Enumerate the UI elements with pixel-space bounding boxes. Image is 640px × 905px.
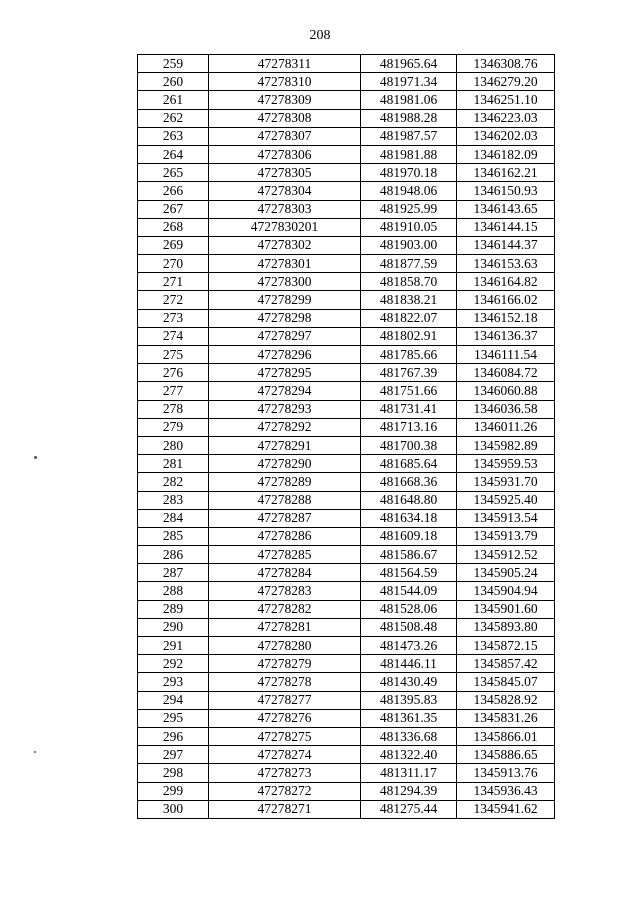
y-coordinate-cell: 1346084.72 <box>457 364 555 382</box>
point-number-cell: 263 <box>138 127 209 145</box>
point-number-cell: 275 <box>138 346 209 364</box>
x-coordinate-cell: 481322.40 <box>361 746 457 764</box>
x-coordinate-cell: 481446.11 <box>361 655 457 673</box>
point-code-cell: 47278298 <box>209 309 361 327</box>
point-code-cell: 47278281 <box>209 618 361 636</box>
point-number-cell: 287 <box>138 564 209 582</box>
point-number-cell: 293 <box>138 673 209 691</box>
y-coordinate-cell: 1346111.54 <box>457 346 555 364</box>
x-coordinate-cell: 481751.66 <box>361 382 457 400</box>
point-code-cell: 47278290 <box>209 455 361 473</box>
y-coordinate-cell: 1346150.93 <box>457 182 555 200</box>
y-coordinate-cell: 1346182.09 <box>457 145 555 163</box>
table-row <box>138 691 555 709</box>
point-number-cell: 259 <box>138 55 209 73</box>
x-coordinate-cell: 481609.18 <box>361 527 457 545</box>
point-number-cell: 297 <box>138 746 209 764</box>
x-coordinate-cell: 481858.70 <box>361 273 457 291</box>
y-coordinate-cell: 1345828.92 <box>457 691 555 709</box>
table-row <box>138 218 555 236</box>
coordinates-table <box>137 54 555 819</box>
point-number-cell: 276 <box>138 364 209 382</box>
point-code-cell: 47278304 <box>209 182 361 200</box>
point-code-cell: 47278271 <box>209 800 361 818</box>
x-coordinate-cell: 481785.66 <box>361 346 457 364</box>
table-row <box>138 509 555 527</box>
point-number-cell: 267 <box>138 200 209 218</box>
point-number-cell: 268 <box>138 218 209 236</box>
point-code-cell: 47278273 <box>209 764 361 782</box>
x-coordinate-cell: 481668.36 <box>361 473 457 491</box>
x-coordinate-cell: 481336.68 <box>361 727 457 745</box>
point-number-cell: 262 <box>138 109 209 127</box>
point-code-cell: 47278284 <box>209 564 361 582</box>
y-coordinate-cell: 1345857.42 <box>457 655 555 673</box>
point-number-cell: 272 <box>138 291 209 309</box>
point-code-cell: 47278282 <box>209 600 361 618</box>
table-row <box>138 309 555 327</box>
point-code-cell: 47278295 <box>209 364 361 382</box>
point-code-cell: 47278300 <box>209 273 361 291</box>
point-code-cell: 47278288 <box>209 491 361 509</box>
table-row <box>138 436 555 454</box>
coordinates-table-body <box>138 55 555 819</box>
y-coordinate-cell: 1346166.02 <box>457 291 555 309</box>
x-coordinate-cell: 481948.06 <box>361 182 457 200</box>
x-coordinate-cell: 481361.35 <box>361 709 457 727</box>
y-coordinate-cell: 1345913.76 <box>457 764 555 782</box>
y-coordinate-cell: 1346279.20 <box>457 73 555 91</box>
y-coordinate-cell: 1346136.37 <box>457 327 555 345</box>
point-number-cell: 265 <box>138 164 209 182</box>
table-row <box>138 727 555 745</box>
point-code-cell: 47278278 <box>209 673 361 691</box>
y-coordinate-cell: 1346308.76 <box>457 55 555 73</box>
x-coordinate-cell: 481294.39 <box>361 782 457 800</box>
point-code-cell: 47278302 <box>209 236 361 254</box>
point-code-cell: 47278311 <box>209 55 361 73</box>
table-row <box>138 182 555 200</box>
point-code-cell: 47278294 <box>209 382 361 400</box>
table-row <box>138 127 555 145</box>
point-code-cell: 47278310 <box>209 73 361 91</box>
point-code-cell: 47278307 <box>209 127 361 145</box>
x-coordinate-cell: 481648.80 <box>361 491 457 509</box>
x-coordinate-cell: 481877.59 <box>361 255 457 273</box>
table-row <box>138 364 555 382</box>
x-coordinate-cell: 481275.44 <box>361 800 457 818</box>
table-row <box>138 600 555 618</box>
y-coordinate-cell: 1346152.18 <box>457 309 555 327</box>
x-coordinate-cell: 481311.17 <box>361 764 457 782</box>
y-coordinate-cell: 1345925.40 <box>457 491 555 509</box>
y-coordinate-cell: 1346011.26 <box>457 418 555 436</box>
table-row <box>138 655 555 673</box>
point-code-cell: 47278305 <box>209 164 361 182</box>
point-number-cell: 294 <box>138 691 209 709</box>
table-row <box>138 109 555 127</box>
table-row <box>138 291 555 309</box>
point-number-cell: 295 <box>138 709 209 727</box>
point-code-cell: 47278289 <box>209 473 361 491</box>
y-coordinate-cell: 1345831.26 <box>457 709 555 727</box>
table-row <box>138 491 555 509</box>
point-code-cell: 47278292 <box>209 418 361 436</box>
point-code-cell: 47278309 <box>209 91 361 109</box>
x-coordinate-cell: 481988.28 <box>361 109 457 127</box>
table-row <box>138 527 555 545</box>
table-row <box>138 236 555 254</box>
x-coordinate-cell: 481767.39 <box>361 364 457 382</box>
x-coordinate-cell: 481634.18 <box>361 509 457 527</box>
x-coordinate-cell: 481713.16 <box>361 418 457 436</box>
table-row <box>138 327 555 345</box>
point-code-cell: 47278272 <box>209 782 361 800</box>
x-coordinate-cell: 481822.07 <box>361 309 457 327</box>
x-coordinate-cell: 481981.88 <box>361 145 457 163</box>
point-code-cell: 47278274 <box>209 746 361 764</box>
table-row <box>138 455 555 473</box>
table-row <box>138 73 555 91</box>
y-coordinate-cell: 1346164.82 <box>457 273 555 291</box>
y-coordinate-cell: 1345886.65 <box>457 746 555 764</box>
y-coordinate-cell: 1346202.03 <box>457 127 555 145</box>
table-row <box>138 546 555 564</box>
point-number-cell: 278 <box>138 400 209 418</box>
point-number-cell: 284 <box>138 509 209 527</box>
point-number-cell: 261 <box>138 91 209 109</box>
table-row <box>138 782 555 800</box>
table-row <box>138 746 555 764</box>
x-coordinate-cell: 481731.41 <box>361 400 457 418</box>
x-coordinate-cell: 481685.64 <box>361 455 457 473</box>
x-coordinate-cell: 481903.00 <box>361 236 457 254</box>
point-number-cell: 298 <box>138 764 209 782</box>
table-row <box>138 346 555 364</box>
x-coordinate-cell: 481564.59 <box>361 564 457 582</box>
point-code-cell: 47278280 <box>209 637 361 655</box>
x-coordinate-cell: 481925.99 <box>361 200 457 218</box>
table-row <box>138 145 555 163</box>
table-row <box>138 382 555 400</box>
x-coordinate-cell: 481987.57 <box>361 127 457 145</box>
point-code-cell: 47278276 <box>209 709 361 727</box>
point-code-cell: 47278308 <box>209 109 361 127</box>
y-coordinate-cell: 1345959.53 <box>457 455 555 473</box>
table-row <box>138 164 555 182</box>
scan-speck <box>34 751 36 753</box>
point-number-cell: 273 <box>138 309 209 327</box>
table-row <box>138 582 555 600</box>
point-code-cell: 47278306 <box>209 145 361 163</box>
point-code-cell: 47278279 <box>209 655 361 673</box>
y-coordinate-cell: 1346060.88 <box>457 382 555 400</box>
table-row <box>138 800 555 818</box>
x-coordinate-cell: 481965.64 <box>361 55 457 73</box>
table-row <box>138 764 555 782</box>
point-code-cell: 47278303 <box>209 200 361 218</box>
y-coordinate-cell: 1346143.65 <box>457 200 555 218</box>
table-row <box>138 564 555 582</box>
point-number-cell: 292 <box>138 655 209 673</box>
y-coordinate-cell: 1345905.24 <box>457 564 555 582</box>
table-row <box>138 418 555 436</box>
point-number-cell: 281 <box>138 455 209 473</box>
x-coordinate-cell: 481970.18 <box>361 164 457 182</box>
y-coordinate-cell: 1346162.21 <box>457 164 555 182</box>
table-row <box>138 273 555 291</box>
x-coordinate-cell: 481430.49 <box>361 673 457 691</box>
point-number-cell: 270 <box>138 255 209 273</box>
x-coordinate-cell: 481395.83 <box>361 691 457 709</box>
point-code-cell: 47278283 <box>209 582 361 600</box>
point-number-cell: 282 <box>138 473 209 491</box>
point-number-cell: 285 <box>138 527 209 545</box>
y-coordinate-cell: 1345931.70 <box>457 473 555 491</box>
point-code-cell: 47278285 <box>209 546 361 564</box>
y-coordinate-cell: 1345912.52 <box>457 546 555 564</box>
point-number-cell: 283 <box>138 491 209 509</box>
point-number-cell: 264 <box>138 145 209 163</box>
x-coordinate-cell: 481971.34 <box>361 73 457 91</box>
table-row <box>138 255 555 273</box>
point-code-cell: 47278293 <box>209 400 361 418</box>
point-code-cell: 47278275 <box>209 727 361 745</box>
y-coordinate-cell: 1346036.58 <box>457 400 555 418</box>
y-coordinate-cell: 1345866.01 <box>457 727 555 745</box>
page-number: 208 <box>309 28 331 43</box>
table-row <box>138 637 555 655</box>
y-coordinate-cell: 1345904.94 <box>457 582 555 600</box>
point-code-cell: 47278299 <box>209 291 361 309</box>
x-coordinate-cell: 481910.05 <box>361 218 457 236</box>
point-number-cell: 260 <box>138 73 209 91</box>
y-coordinate-cell: 1346251.10 <box>457 91 555 109</box>
y-coordinate-cell: 1345941.62 <box>457 800 555 818</box>
point-code-cell: 47278286 <box>209 527 361 545</box>
y-coordinate-cell: 1346153.63 <box>457 255 555 273</box>
table-row <box>138 55 555 73</box>
y-coordinate-cell: 1345845.07 <box>457 673 555 691</box>
point-number-cell: 269 <box>138 236 209 254</box>
scan-speck <box>34 456 37 459</box>
point-code-cell: 47278301 <box>209 255 361 273</box>
point-number-cell: 289 <box>138 600 209 618</box>
point-code-cell: 47278297 <box>209 327 361 345</box>
table-row <box>138 200 555 218</box>
point-code-cell: 47278291 <box>209 436 361 454</box>
x-coordinate-cell: 481802.91 <box>361 327 457 345</box>
y-coordinate-cell: 1345872.15 <box>457 637 555 655</box>
y-coordinate-cell: 1345936.43 <box>457 782 555 800</box>
y-coordinate-cell: 1345893.80 <box>457 618 555 636</box>
y-coordinate-cell: 1345913.79 <box>457 527 555 545</box>
y-coordinate-cell: 1345982.89 <box>457 436 555 454</box>
y-coordinate-cell: 1345901.60 <box>457 600 555 618</box>
y-coordinate-cell: 1345913.54 <box>457 509 555 527</box>
point-number-cell: 277 <box>138 382 209 400</box>
table-row <box>138 618 555 636</box>
x-coordinate-cell: 481838.21 <box>361 291 457 309</box>
table-row <box>138 400 555 418</box>
y-coordinate-cell: 1346144.37 <box>457 236 555 254</box>
point-number-cell: 280 <box>138 436 209 454</box>
table-row <box>138 91 555 109</box>
x-coordinate-cell: 481528.06 <box>361 600 457 618</box>
point-number-cell: 300 <box>138 800 209 818</box>
x-coordinate-cell: 481508.48 <box>361 618 457 636</box>
point-number-cell: 274 <box>138 327 209 345</box>
x-coordinate-cell: 481586.67 <box>361 546 457 564</box>
y-coordinate-cell: 1346223.03 <box>457 109 555 127</box>
point-code-cell: 47278296 <box>209 346 361 364</box>
point-number-cell: 296 <box>138 727 209 745</box>
point-number-cell: 266 <box>138 182 209 200</box>
table-row <box>138 673 555 691</box>
point-code-cell: 47278287 <box>209 509 361 527</box>
x-coordinate-cell: 481981.06 <box>361 91 457 109</box>
x-coordinate-cell: 481473.26 <box>361 637 457 655</box>
point-number-cell: 271 <box>138 273 209 291</box>
point-number-cell: 299 <box>138 782 209 800</box>
point-code-cell: 4727830201 <box>209 218 361 236</box>
point-code-cell: 47278277 <box>209 691 361 709</box>
x-coordinate-cell: 481544.09 <box>361 582 457 600</box>
point-number-cell: 279 <box>138 418 209 436</box>
table-row <box>138 473 555 491</box>
point-number-cell: 288 <box>138 582 209 600</box>
point-number-cell: 291 <box>138 637 209 655</box>
point-number-cell: 290 <box>138 618 209 636</box>
table-row <box>138 709 555 727</box>
x-coordinate-cell: 481700.38 <box>361 436 457 454</box>
point-number-cell: 286 <box>138 546 209 564</box>
y-coordinate-cell: 1346144.15 <box>457 218 555 236</box>
